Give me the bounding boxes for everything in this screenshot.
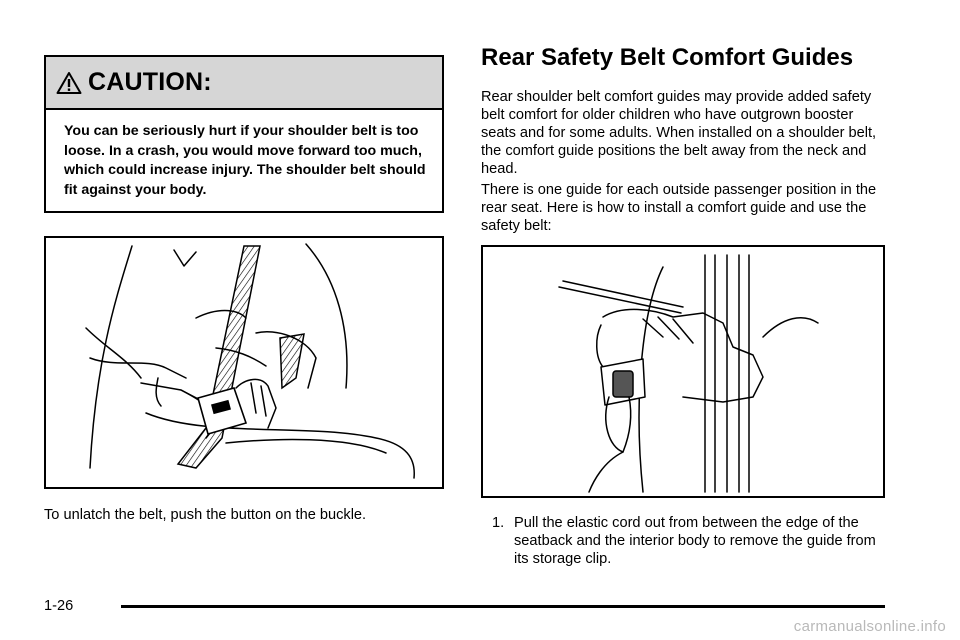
step-list-item — [492, 514, 892, 568]
caution-text: You can be seriously hurt if your shoulder belt is too loose. In a crash, you would move forward too much, which could increase injury. The shoulder belt should fit against your body. — [64, 123, 426, 198]
step-text: Pull the elastic cord out from between the edge of the seatback and the interior body to remove the guide from its storage clip. — [514, 515, 876, 567]
caution-box — [44, 55, 444, 213]
page-number: 1-26 — [44, 598, 74, 614]
paragraph-guides: There is one guide for each outside passenger position in the rear seat. Here is how to install a comfort guide and use the safety belt: — [481, 182, 877, 234]
buckle-caption: To unlatch the belt, push the button on the buckle. — [44, 507, 367, 523]
section-heading: Rear Safety Belt Comfort Guides — [481, 44, 854, 71]
step-number: 1. — [492, 515, 505, 531]
comfort-guide-illustration — [481, 245, 885, 498]
caution-title: CAUTION: — [88, 68, 212, 96]
watermark: carmanualsonline.info — [793, 618, 946, 635]
warning-triangle-icon — [56, 71, 82, 95]
paragraph-intro: Rear shoulder belt comfort guides may provide added safety belt comfort for older children who have outgrown booster seats and for some adults. When installed on a shoulder belt, the comfort guide positions the belt away from the neck and head. — [481, 89, 877, 177]
caution-header — [46, 57, 442, 110]
footer-rule — [121, 605, 885, 608]
buckle-illustration — [44, 236, 444, 489]
